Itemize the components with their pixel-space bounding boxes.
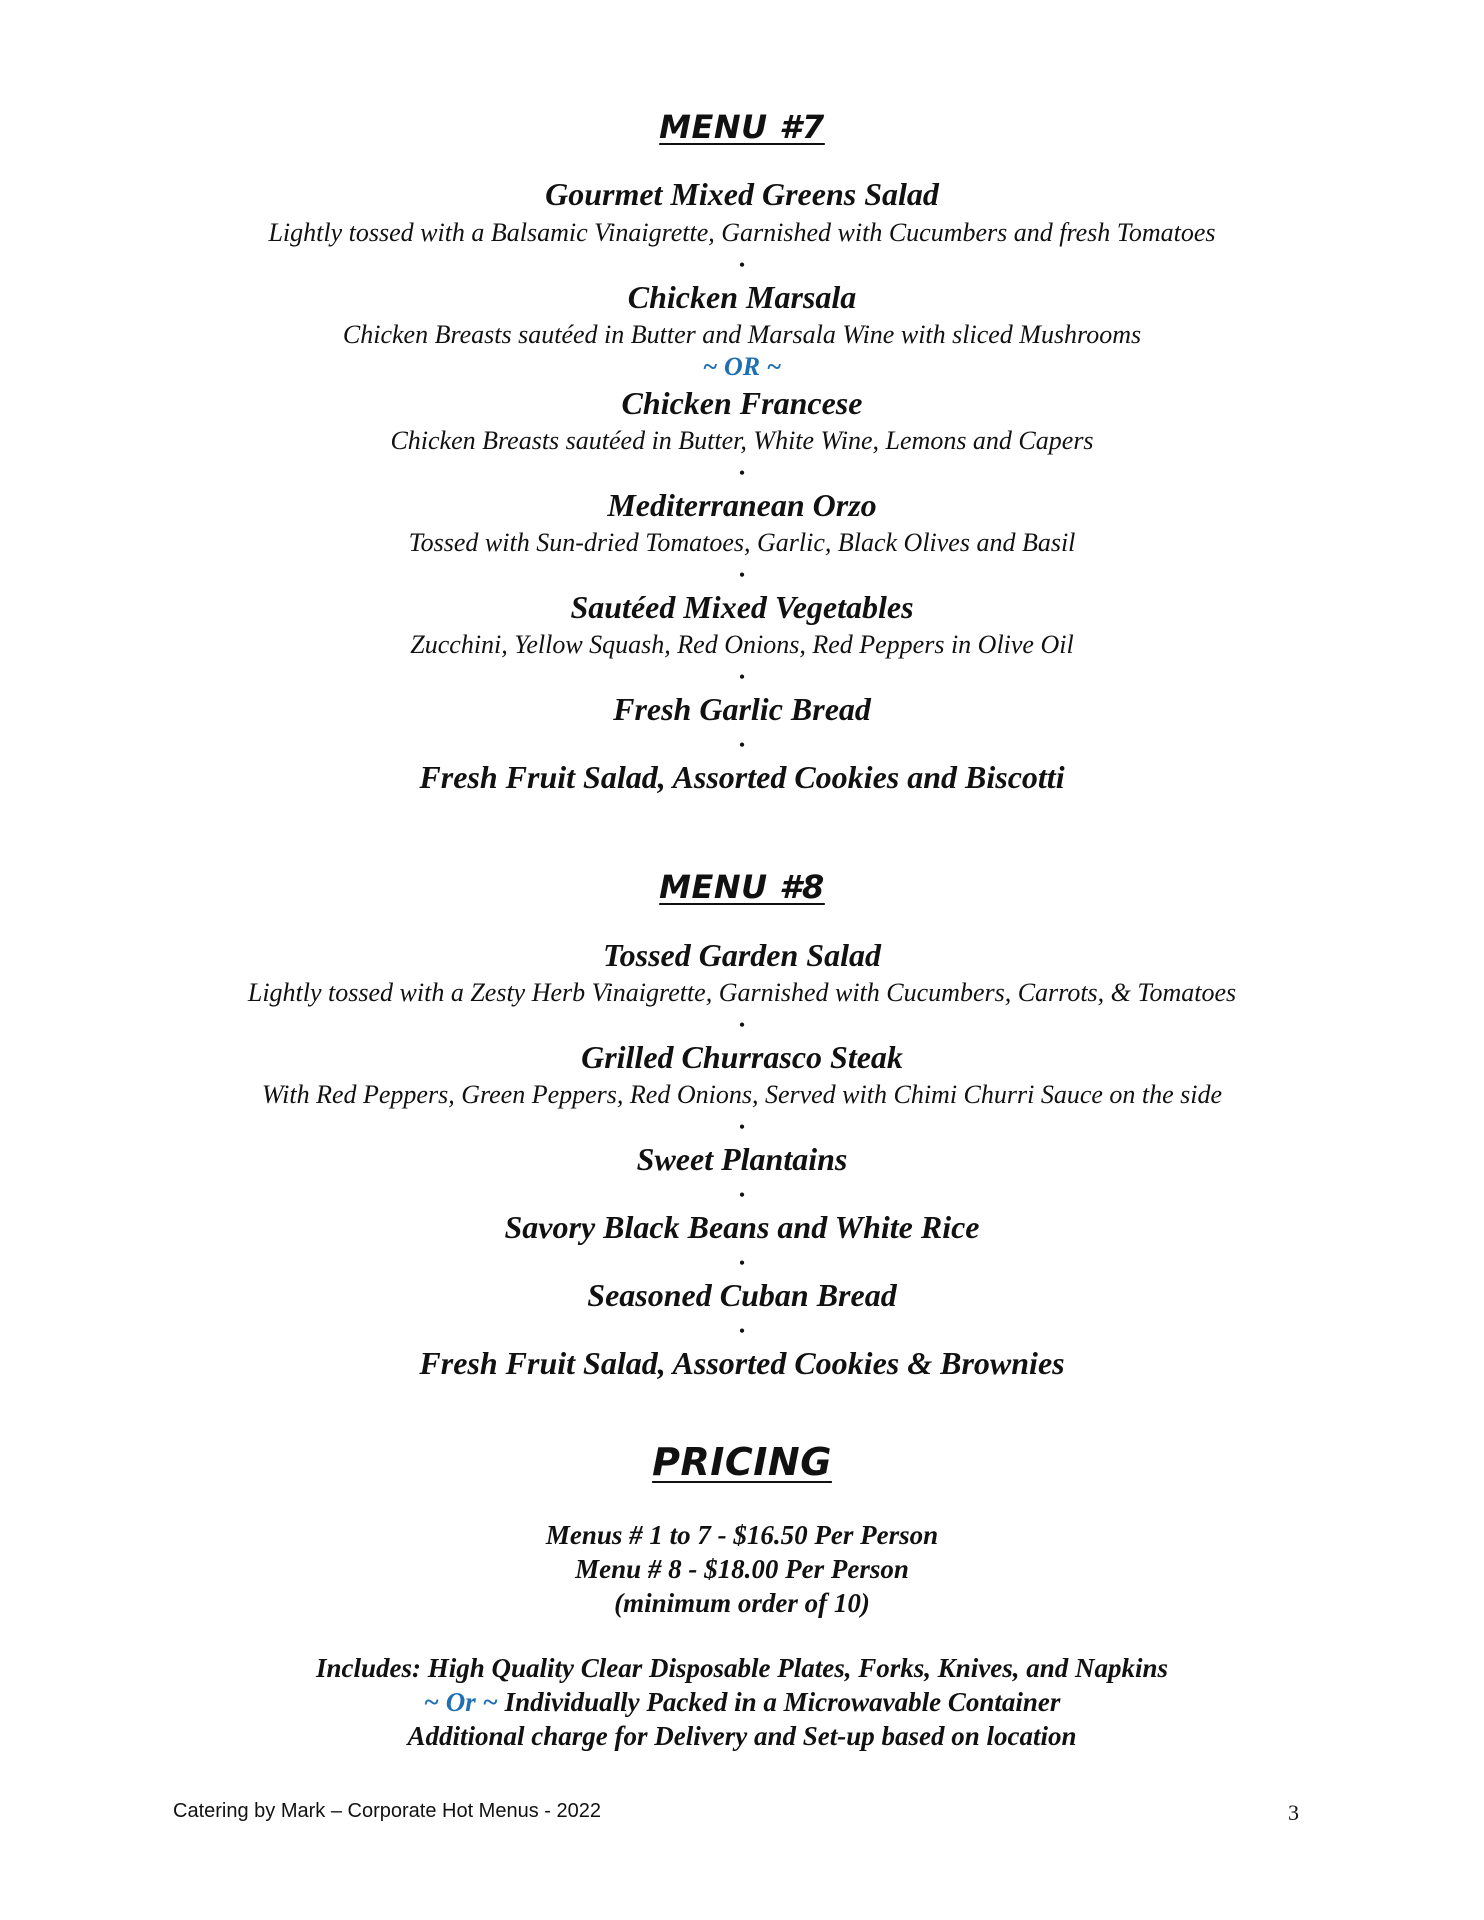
menu8-side1: Sweet Plantains bbox=[636, 1141, 848, 1177]
menu7-entree1-desc: Chicken Breasts sautéed in Butter and Marsala Wine with sliced Mushrooms bbox=[342, 320, 1142, 349]
menu7-salad-name: Gourmet Mixed Greens Salad bbox=[545, 176, 939, 212]
bullet-divider: • bbox=[738, 1321, 746, 1341]
bullet-divider: • bbox=[738, 1015, 746, 1035]
pricing-minimum-order: (minimum order of 10) bbox=[614, 1588, 870, 1618]
bullet-divider: • bbox=[738, 667, 746, 687]
menu8-bread: Seasoned Cuban Bread bbox=[587, 1277, 897, 1313]
footer-text: Catering by Mark – Corporate Hot Menus - 2022 bbox=[173, 1800, 601, 1822]
bullet-divider: • bbox=[738, 255, 746, 275]
menu7-title: MENU #7 bbox=[659, 108, 825, 146]
pricing-title: PRICING bbox=[652, 1440, 832, 1484]
bullet-divider: • bbox=[738, 735, 746, 755]
menu7-side1-desc: Tossed with Sun-dried Tomatoes, Garlic, Black Olives and Basil bbox=[408, 528, 1076, 557]
pricing-line-menus-1-7: Menus # 1 to 7 - $16.50 Per Person bbox=[545, 1520, 939, 1550]
menu8-entree-desc: With Red Peppers, Green Peppers, Red Onions, Served with Chimi Churri Sauce on the side bbox=[261, 1080, 1223, 1109]
pricing-line-menu-8: Menu # 8 - $18.00 Per Person bbox=[575, 1554, 909, 1584]
menu8-title: MENU #8 bbox=[659, 868, 825, 906]
pricing-or-label: ~ Or ~ bbox=[423, 1687, 498, 1717]
pricing-delivery-note: Additional charge for Delivery and Set-up based on location bbox=[407, 1721, 1077, 1751]
pricing-container-option bbox=[0, 1687, 1484, 1718]
bullet-divider: • bbox=[738, 565, 746, 585]
menu8-side2: Savory Black Beans and White Rice bbox=[504, 1209, 980, 1245]
menu7-dessert: Fresh Fruit Salad, Assorted Cookies and Biscotti bbox=[419, 759, 1065, 795]
bullet-divider: • bbox=[738, 463, 746, 483]
bullet-divider: • bbox=[738, 1185, 746, 1205]
menu7-salad-desc: Lightly tossed with a Balsamic Vinaigrette, Garnished with Cucumbers and fresh Tomatoes bbox=[268, 218, 1216, 247]
menu7-or-label: ~ OR ~ bbox=[702, 352, 782, 381]
menu8-salad-desc: Lightly tossed with a Zesty Herb Vinaigrette, Garnished with Cucumbers, Carrots, & Tomatoes bbox=[247, 978, 1237, 1007]
pricing-container-text: Individually Packed in a Microwavable Container bbox=[497, 1687, 1061, 1717]
pricing-includes: Includes: High Quality Clear Disposable Plates, Forks, Knives, and Napkins bbox=[315, 1653, 1169, 1683]
menu7-side1-name: Mediterranean Orzo bbox=[607, 487, 877, 523]
menu8-entree-name: Grilled Churrasco Steak bbox=[581, 1039, 903, 1075]
menu7-side2-name: Sautéed Mixed Vegetables bbox=[570, 589, 914, 625]
menu7-entree1-name: Chicken Marsala bbox=[627, 279, 857, 315]
menu7-side2-desc: Zucchini, Yellow Squash, Red Onions, Red Peppers in Olive Oil bbox=[410, 630, 1074, 659]
menu7-entree2-desc: Chicken Breasts sautéed in Butter, White Wine, Lemons and Capers bbox=[390, 426, 1094, 455]
menu7-bread: Fresh Garlic Bread bbox=[613, 691, 871, 727]
bullet-divider: • bbox=[738, 1117, 746, 1137]
menu7-entree2-name: Chicken Francese bbox=[621, 385, 863, 421]
page-number: 3 bbox=[1288, 1800, 1299, 1825]
bullet-divider: • bbox=[738, 1253, 746, 1273]
menu8-dessert: Fresh Fruit Salad, Assorted Cookies & Brownies bbox=[419, 1345, 1065, 1381]
menu8-salad-name: Tossed Garden Salad bbox=[603, 937, 881, 973]
